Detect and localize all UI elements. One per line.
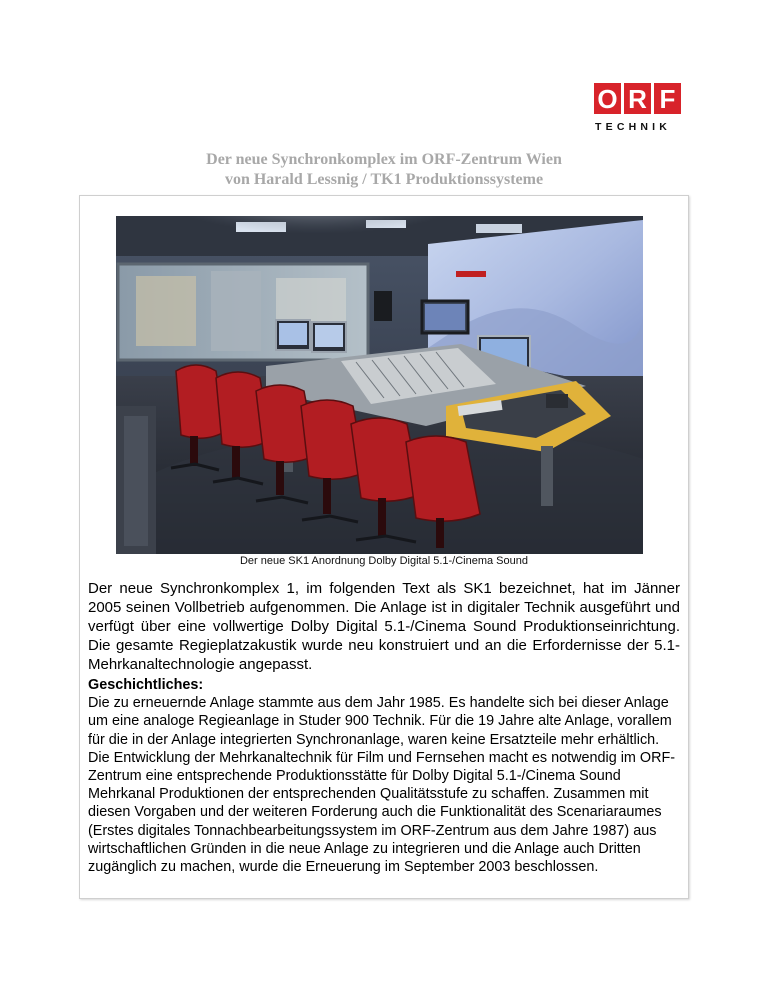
studio-photo <box>116 216 643 554</box>
logo-letter-o: O <box>594 83 621 114</box>
history-heading: Geschichtliches: <box>88 677 204 693</box>
title-line-1: Der neue Synchronkomplex im ORF-Zentrum Wien <box>206 151 562 168</box>
history-section <box>88 676 683 876</box>
title-line-2: von Harald Lessnig / TK1 Produktionssysteme <box>224 171 544 188</box>
photo-caption: Der neue SK1 Anordnung Dolby Digital 5.1-/Cinema Sound <box>239 555 528 567</box>
orf-technik-logo <box>594 83 682 133</box>
logo-letter-r: R <box>624 83 651 114</box>
history-paragraph-2: Die Entwicklung der Mehrkanaltechnik für Film und Fernsehen macht es notwendig im ORF-Zentrum eine entsprechende Produktionsstätte für Dolby Digital 5.1-/Cinema Sound Mehrkanal Produktionen der entsprechenden Qualitätsstufe zu schaffen. Zusammen mit diesen Vorgaben und der weiteren Forderung auch die Funktionalität des Scenariaraumes (Erstes digitales Tonnachbearbeitungssystem im ORF-Zentrum aus dem Jahre 1987) aus wirtschaftlichen Gründen in die neue Anlage zu integrieren und die Anlage auch Dritten zugänglich zu machen, wurde die Erneuerung im September 2003 beschlossen. <box>88 749 676 876</box>
logo-subtitle: TECHNIK <box>595 121 672 133</box>
studio-photo-illustration <box>116 216 643 554</box>
intro-paragraph: Der neue Synchronkomplex 1, im folgenden Text als SK1 bezeichnet, hat im Jänner 2005 seinen Vollbetrieb aufgenommen. Die Anlage ist in digitaler Technik ausgeführt und verfügt über eine vollwertige Dolby Digital 5.1-/Cinema Sound Produktionseinrichtung. Die gesamte Regieplatzakustik wurde neu konstruiert und an die Erfordernisse der 5.1-Mehrkanaltechnologie angepasst. <box>88 580 680 673</box>
history-paragraph-1: Die zu erneuernde Anlage stammte aus dem Jahr 1985. Es handelte sich bei dieser Anlage um eine analoge Regieanlage in Studer 900 Technik. Für die 19 Jahre alte Anlage, vorallem für die in der Anlage integrierten Synchronanlage, waren keine Ersatzteile mehr erhältlich. <box>88 695 672 748</box>
document-title <box>0 150 768 190</box>
logo-letter-f: F <box>654 83 681 114</box>
orf-letter-boxes <box>594 83 682 114</box>
